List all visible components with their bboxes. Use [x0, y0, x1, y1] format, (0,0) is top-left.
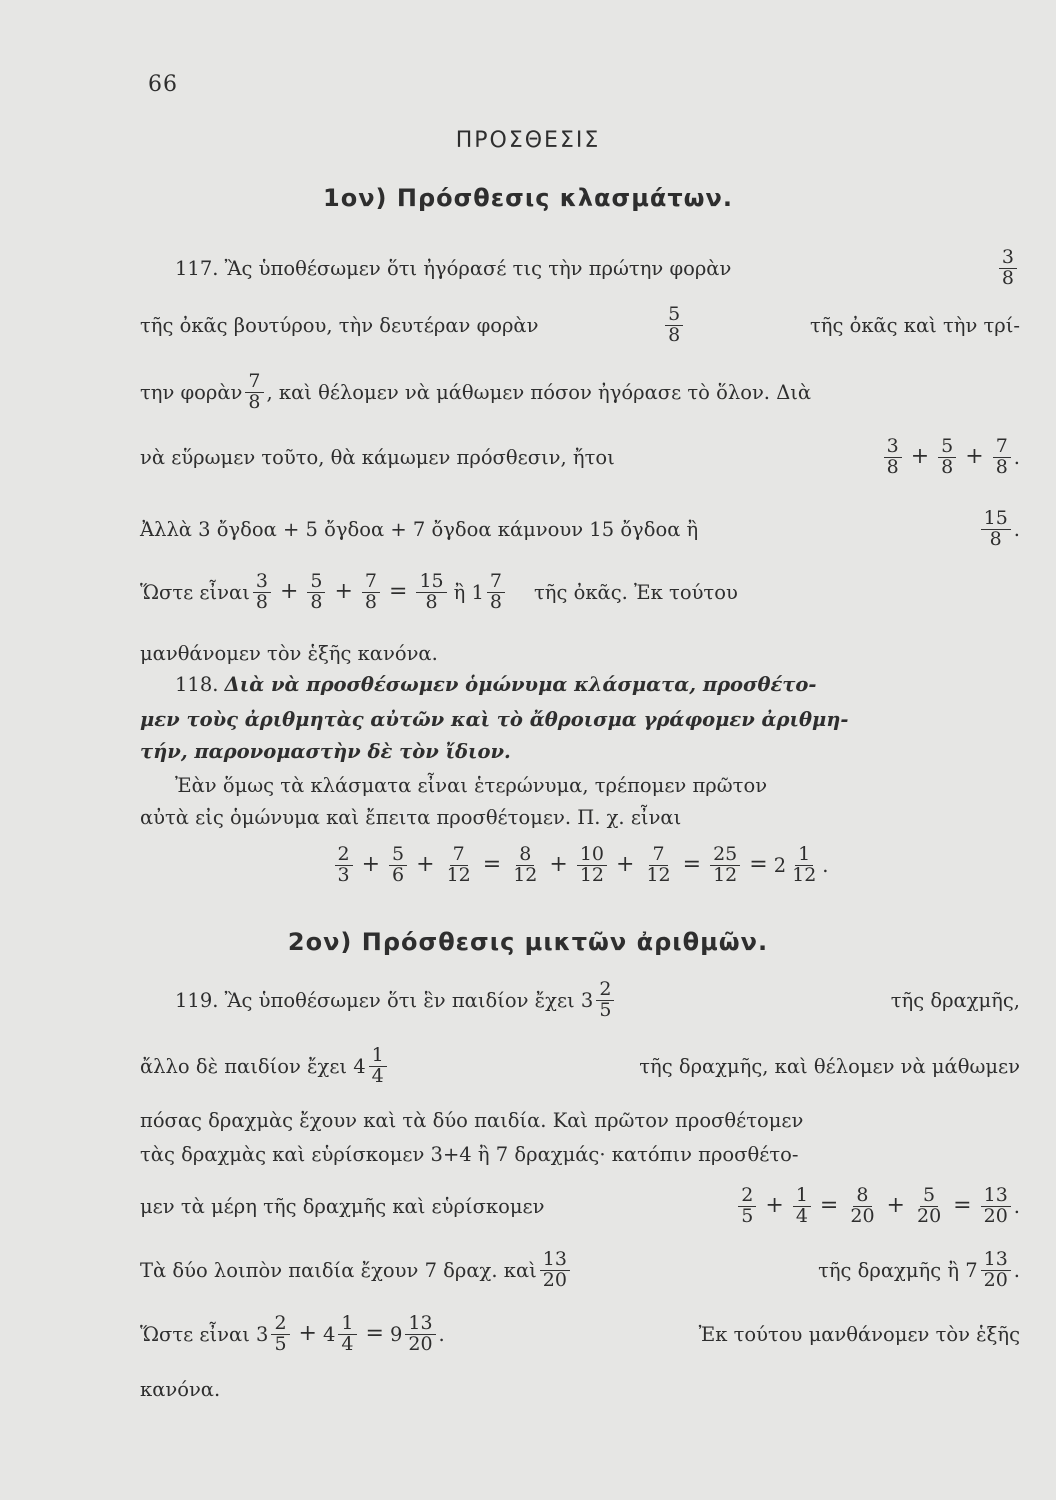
fraction: $\frac{3}{8}$: [999, 248, 1017, 289]
sum-expression: $\frac{2}{5}$ + $\frac{1}{4}$ = $\frac{8}{20}$ + $\frac{5}{20}$ = $\frac{13}{20}$ .: [735, 1186, 1020, 1227]
paragraph-119-line-3: πόσας δραχμὰς ἔχουν καὶ τὰ δύο παιδία. Καὶ πρῶτον προσθέτομεν: [140, 1109, 804, 1132]
paragraph-119-line-8: κανόνα.: [140, 1378, 221, 1401]
fraction: $\frac{7}{8}$: [245, 372, 263, 413]
paragraph-118-line-5: αὐτὰ εἰς ὁμώνυμα καὶ ἔπειτα προσθέτομεν. Π. χ. εἶναι: [140, 806, 682, 829]
paragraph-119-line-4: τὰς δραχμὰς καὶ εὑρίσκομεν 3+4 ἢ 7 δραχμάς· κατόπιν προσθέτο-: [140, 1143, 799, 1166]
paragraph-117-line-1: 117. Ἂς ὑποθέσωμεν ὅτι ἠγόρασέ τις τὴν πρώτην φορὰν $\frac{3}{8}$: [140, 248, 1020, 289]
sum-expression: $\frac{3}{8}$ + $\frac{5}{8}$ + $\frac{7}{8}$ .: [881, 437, 1020, 478]
paragraph-118-line-1: 118. Διὰ νὰ προσθέσωμεν ὁμώνυμα κλάσματα, προσθέτο-: [175, 673, 817, 696]
page-number: 66: [148, 72, 178, 97]
paragraph-119-line-7: Ὥστε εἶναι 3 $\frac{2}{5}$ + 4 $\frac{1}{4}$ = 9 $\frac{13}{20}$ . Ἐκ τούτου μανθάνομεν τὸν ἑξῆς: [140, 1312, 1020, 1355]
paragraph-117-line-4: νὰ εὕρωμεν τοῦτο, θὰ κάμωμεν πρόσθεσιν, ἤτοι $\frac{3}{8}$ + $\frac{5}{8}$ + $\frac{7}{8}$ .: [140, 435, 1020, 478]
equation-118: $\frac{2}{3}$ + $\frac{5}{6}$ + $\frac{7}{12}$ = $\frac{8}{12}$ + $\frac{10}{12}$ + $\frac{7}{12}$ = $\frac{25}{12}$ = 2 $\frac{1}{12}$ .: [140, 845, 1020, 886]
paragraph-118-rule-3: τήν, παρονομαστὴν δὲ τὸν ἴδιον.: [140, 740, 511, 763]
fraction: $\frac{5}{8}$: [665, 305, 683, 346]
paragraph-117-line-6: Ὥστε εἶναι $\frac{3}{8}$ + $\frac{5}{8}$ + $\frac{7}{8}$ = $\frac{15}{8}$ ἢ 1 $\frac{7}{8}$ τῆς ὀκᾶς. Ἐκ τούτου: [140, 570, 738, 613]
section-heading-1: 1ον) Πρόσθεσις κλασμάτων.: [323, 184, 733, 212]
paragraph-117-line-3: την φορὰν $\frac{7}{8}$ , καὶ θέλομεν νὰ μάθωμεν πόσον ἠγόρασε τὸ ὅλον. Διὰ: [140, 370, 812, 413]
paragraph-117-line-7: μανθάνομεν τὸν ἑξῆς κανόνα.: [140, 642, 438, 665]
fraction: $\frac{15}{8}$: [981, 509, 1011, 550]
paragraph-119-line-1: 119. Ἂς ὑποθέσωμεν ὅτι ἓν παιδίον ἔχει 3 $\frac{2}{5}$ τῆς δραχμῆς,: [175, 978, 1020, 1021]
paragraph-119-line-6: Τὰ δύο λοιπὸν παιδία ἔχουν 7 δραχ. καὶ $\frac{13}{20}$ τῆς δραχμῆς ἢ 7 $\frac{13}{20}$ .: [140, 1248, 1020, 1291]
paragraph-119-line-5: μεν τὰ μέρη τῆς δραχμῆς καὶ εὑρίσκομεν $\frac{2}{5}$ + $\frac{1}{4}$ = $\frac{8}{20}$ + $\frac{5}{20}$ = $\frac{13}{20}$ .: [140, 1184, 1020, 1227]
paragraph-118-line-4: Ἐὰν ὅμως τὰ κλάσματα εἶναι ἑτερώνυμα, τρέπομεν πρῶτον: [175, 774, 768, 797]
chapter-title: ΠΡΟΣΘΕΣΙΣ: [455, 128, 601, 153]
section-heading-2: 2ον) Πρόσθεσις μικτῶν ἀριθμῶν.: [287, 928, 769, 956]
paragraph-117-line-5: Ἀλλὰ 3 ὄγδοα + 5 ὄγδοα + 7 ὄγδοα κάμνουν 15 ὄγδοα ἢ $\frac{15}{8}$ .: [140, 507, 1020, 550]
paragraph-119-line-2: ἄλλο δὲ παιδίον ἔχει 4 $\frac{1}{4}$ τῆς δραχμῆς, καὶ θέλομεν νὰ μάθωμεν: [140, 1044, 1020, 1087]
paragraph-118-rule-2: μεν τοὺς ἀριθμητὰς αὐτῶν καὶ τὸ ἄθροισμα γράφομεν ἀριθμη-: [140, 708, 849, 731]
paragraph-117-line-2: τῆς ὀκᾶς βουτύρου, τὴν δευτέραν φορὰν $\frac{5}{8}$ τῆς ὀκᾶς καὶ τὴν τρί-: [140, 303, 1020, 346]
